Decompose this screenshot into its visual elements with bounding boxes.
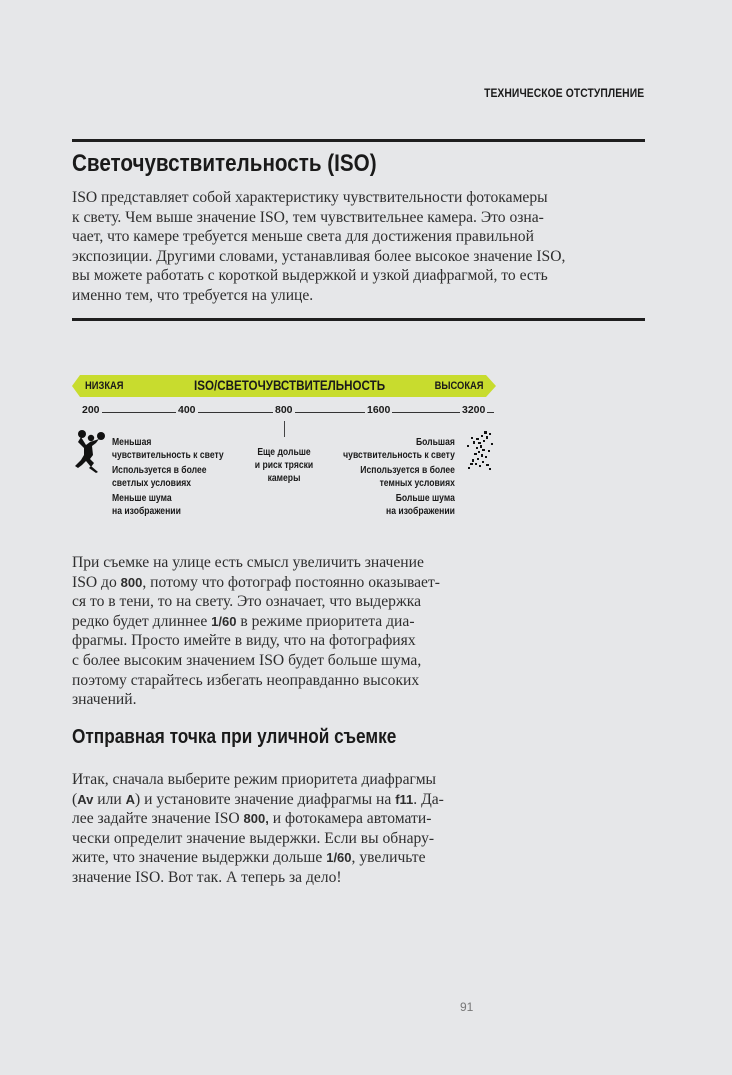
text-line: чает, что камере требуется меньше света для достижения правильной [72, 228, 534, 246]
note-line: на изображении [386, 506, 455, 517]
scale-value: 3200 [462, 404, 486, 416]
text-line: значение ISO. Вот так. А теперь за дело! [72, 868, 342, 886]
text-line: ся то в тени, то на свету. Это означает, что выдержка [72, 593, 421, 611]
aperture-value: f11 [395, 791, 414, 807]
jumping-figure-icon [72, 428, 108, 474]
note-line: на изображении [112, 506, 181, 517]
note-line: темных условиях [379, 478, 455, 489]
text-line: значений. [72, 691, 137, 709]
text-line: вы можете работать с короткой выдержкой и узкой диафрагмой, то есть [72, 267, 548, 285]
iso-box-title: Светочувствительность (ISO) [72, 150, 377, 177]
shutter-value: 1/60 [211, 613, 237, 629]
iso-sensitivity-band [72, 375, 496, 397]
note-line: Большая [416, 437, 455, 448]
text-run: . Да- [413, 790, 444, 808]
text-run: , потому что фотограф постоянно оказывает- [142, 573, 440, 591]
iso-advice-paragraph [72, 553, 440, 710]
text-line: поэтому старайтесь избегать неоправданно высоких [72, 671, 420, 689]
band-high-label: ВЫСОКАЯ [435, 380, 484, 392]
section-label: ТЕХНИЧЕСКОЕ ОТСТУПЛЕНИЕ [483, 86, 644, 100]
page-number: 91 [460, 1000, 474, 1014]
scale-value: 200 [82, 404, 100, 416]
iso-value: 800, [243, 811, 269, 827]
text-line: фрагмы. Просто имейте в виду, что на фотографиях [72, 632, 416, 650]
scale-value: 800 [275, 404, 293, 416]
text-line: экспозиции. Другими словами, устанавливая более высокое значение ISO, [72, 247, 566, 265]
band-low-label: НИЗКАЯ [85, 380, 124, 392]
text-run: ( [72, 790, 78, 808]
text-line [72, 848, 444, 868]
text-run: ISO до [72, 573, 121, 591]
band-title-rest: /СВЕТОЧУВСТВИТЕЛЬНОСТЬ [214, 378, 386, 393]
text-line [72, 573, 440, 593]
top-divider [72, 139, 645, 142]
text-run: жите, что значение выдержки дольше [72, 849, 327, 867]
text-line [72, 790, 444, 810]
text-line [72, 809, 444, 829]
note-line: чувствительность к свету [112, 450, 224, 461]
note-line: Используется в более [112, 465, 207, 476]
mid-iso-note [252, 446, 316, 485]
text-line [72, 612, 440, 632]
note-line: Меньшая [112, 437, 152, 448]
note-line: Больше шума [395, 493, 455, 504]
note-line: чувствительность к свету [343, 450, 455, 461]
scale-value: 1600 [367, 404, 391, 416]
text-run: лее задайте значение ISO [72, 810, 244, 828]
text-run: редко будет длиннее [72, 612, 212, 630]
mode-value: A [125, 791, 136, 807]
note-line: Еще дольше [257, 447, 311, 458]
band-title [194, 378, 385, 393]
noisy-figure-icon [462, 428, 498, 474]
iso-scale [72, 403, 496, 423]
text-line: чески определит значение выдержки. Если вы обнару- [72, 829, 435, 847]
street-start-paragraph [72, 770, 444, 888]
text-run: и фотокамера автомати- [268, 810, 432, 828]
note-line: Используется в более [360, 465, 455, 476]
text-line: к свету. Чем выше значение ISO, тем чувствительнее камера. Это озна- [72, 208, 544, 226]
scale-value: 400 [178, 404, 196, 416]
high-iso-note [343, 436, 455, 518]
text-line: ISO представляет собой характеристику чувствительности фотокамеры [72, 189, 548, 206]
mode-value: Av [77, 791, 94, 807]
section-heading: Отправная точка при уличной съемке [72, 726, 397, 748]
text-line: именно тем, что требуется на улице. [72, 286, 314, 304]
text-line: При съемке на улице есть смысл увеличить значение [72, 554, 424, 571]
text-run: в режиме приоритета диа- [236, 612, 415, 630]
shutter-value: 1/60 [326, 850, 352, 866]
text-line: Итак, сначала выберите режим приоритета диафрагмы [72, 771, 437, 788]
text-run: ) и установите значение диафрагмы на [135, 790, 396, 808]
note-line: Меньше шума [112, 493, 172, 504]
bottom-divider [72, 318, 645, 321]
note-line: и риск тряски [254, 460, 314, 471]
note-line: камеры [267, 473, 301, 484]
text-run: или [93, 790, 126, 808]
band-title-iso: ISO [194, 378, 215, 393]
iso-value: 800 [120, 574, 143, 590]
text-run: , увеличьте [351, 849, 426, 867]
low-iso-note [112, 436, 224, 518]
note-line: светлых условиях [112, 478, 192, 489]
mid-connector [284, 421, 285, 437]
text-line: с более высоким значением ISO будет больше шума, [72, 651, 422, 669]
iso-box-text [72, 188, 565, 306]
